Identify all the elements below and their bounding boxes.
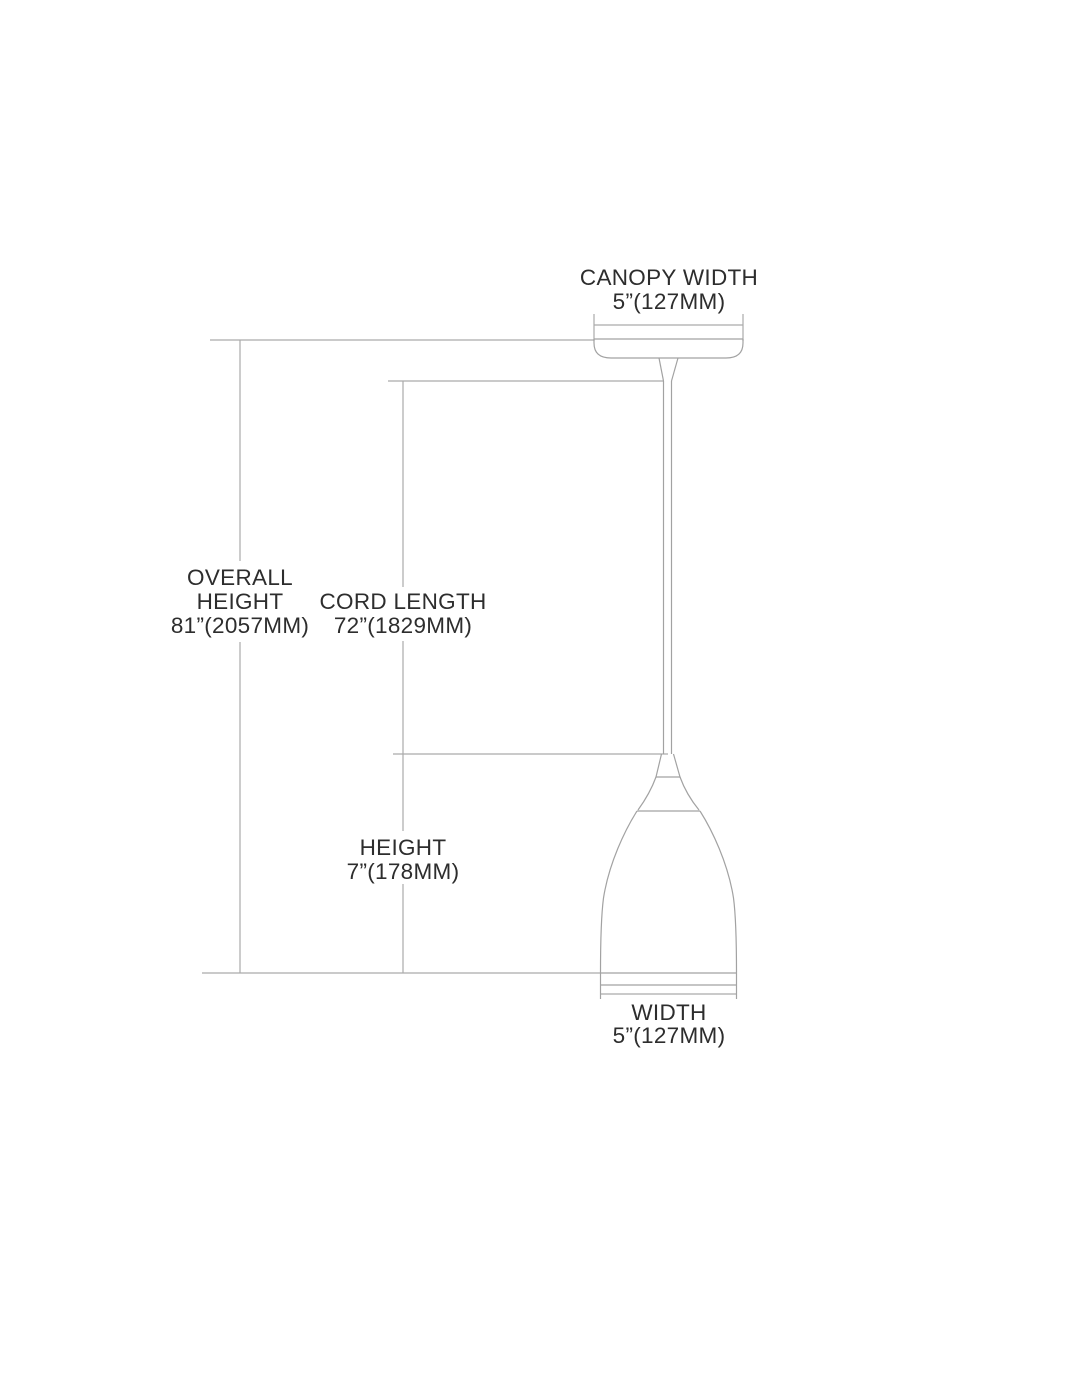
overall-height-value: 81”(2057MM) <box>170 613 310 638</box>
shade-outline-left <box>601 811 638 973</box>
dimension-lines <box>202 314 743 994</box>
socket-cone <box>656 754 680 777</box>
width-value: 5”(127MM) <box>612 1023 726 1048</box>
height-label: HEIGHT <box>359 835 447 860</box>
shade-neck-right <box>680 777 699 810</box>
overall-height-label-line1: OVERALL <box>187 565 293 590</box>
shade-outline-right <box>700 811 737 973</box>
socket <box>637 754 700 811</box>
pendant-fixture <box>594 339 743 999</box>
dimension-labels <box>171 265 758 1048</box>
cord-length-label: CORD LENGTH <box>319 589 487 614</box>
shade-neck-left <box>638 777 656 810</box>
width-label: WIDTH <box>631 1000 707 1025</box>
height-value: 7”(178MM) <box>346 859 460 884</box>
canopy-width-value: 5”(127MM) <box>612 289 726 314</box>
canopy-stem-left <box>659 358 664 381</box>
cord-length-value: 72”(1829MM) <box>333 613 473 638</box>
canopy <box>594 339 743 381</box>
cord-length-dimension <box>388 381 668 754</box>
canopy-stem-right <box>672 358 679 381</box>
canopy-width-dimension <box>594 314 743 341</box>
glass-shade <box>601 811 737 999</box>
cord <box>664 381 672 754</box>
canopy-body <box>594 339 743 358</box>
canopy-width-label: CANOPY WIDTH <box>579 265 759 290</box>
overall-height-label-line2: HEIGHT <box>196 589 284 614</box>
